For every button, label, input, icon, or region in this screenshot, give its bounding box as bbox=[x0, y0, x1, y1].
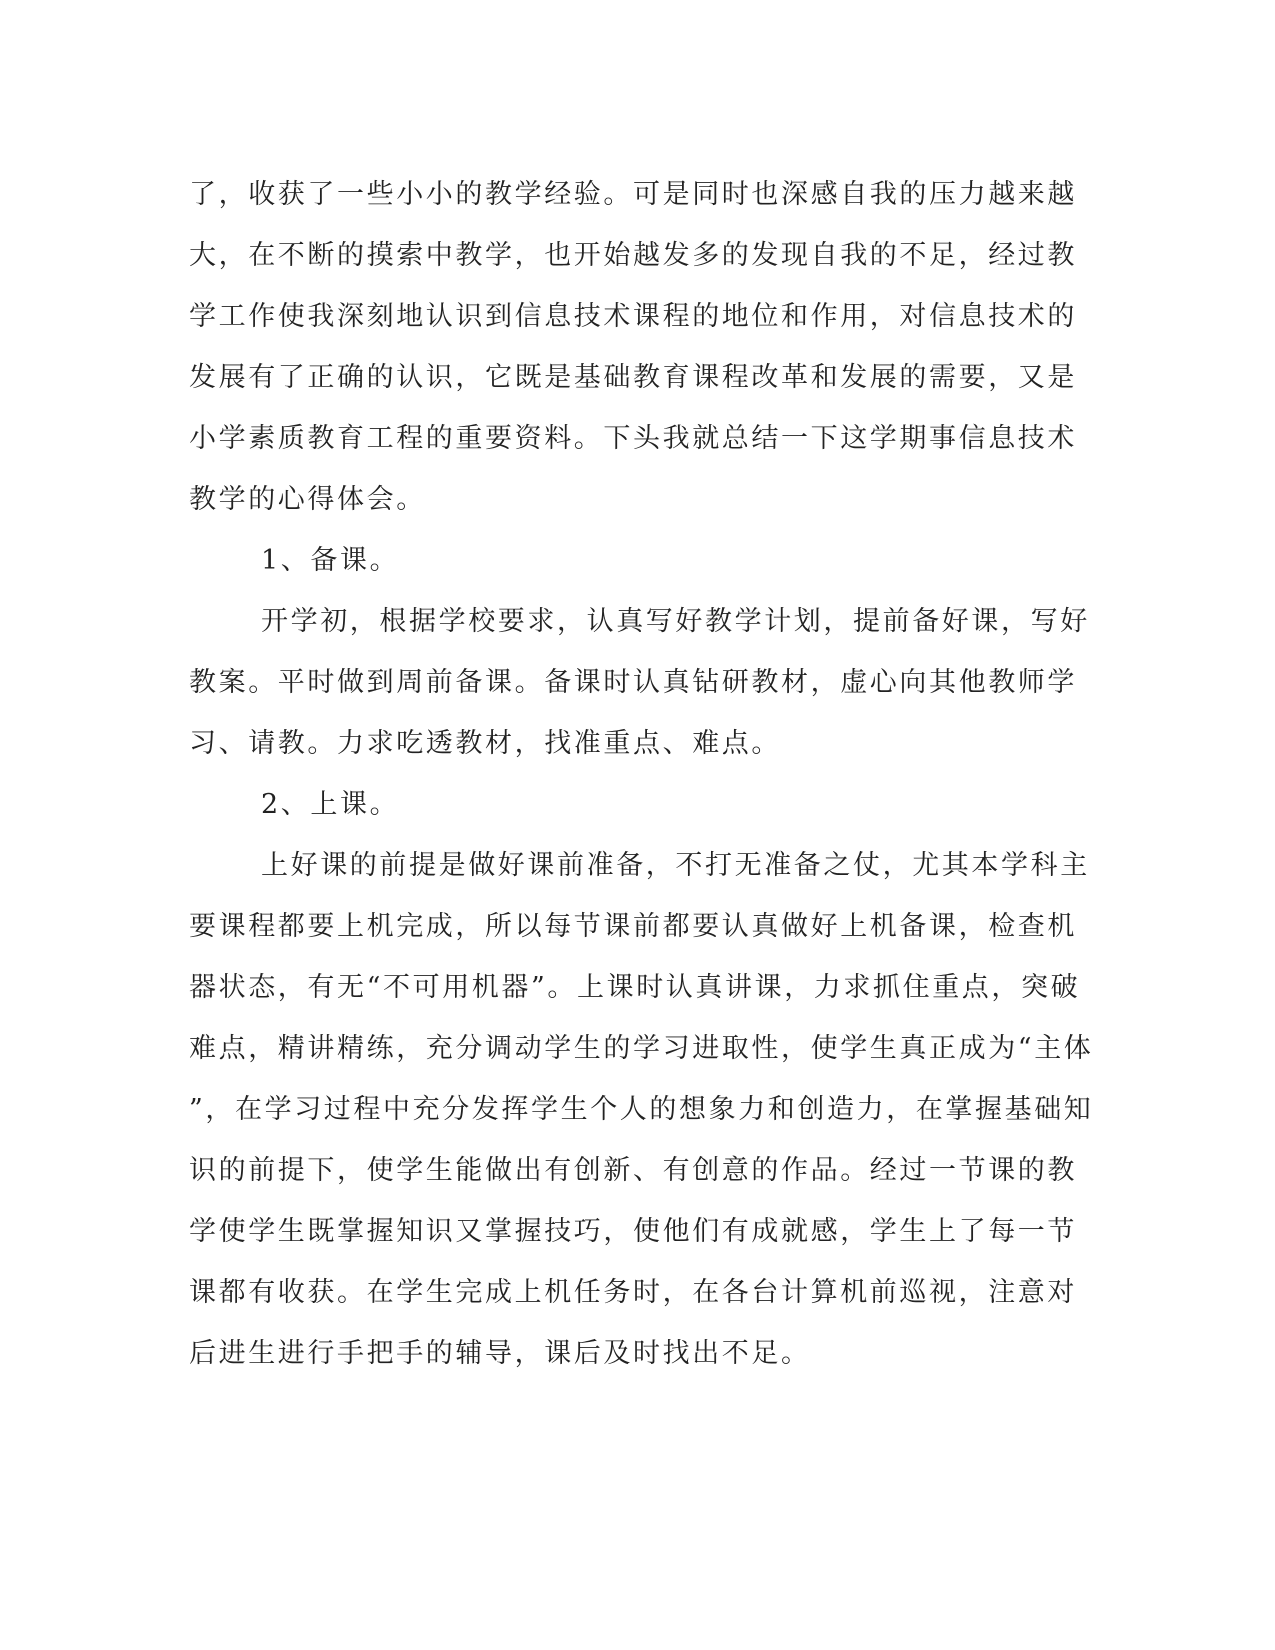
body-text-line: 发展有了正确的认识，它既是基础教育课程改革和发展的需要，又是 bbox=[189, 362, 1077, 393]
body-text-line: 要课程都要上机完成，所以每节课前都要认真做好上机备课，检查机 bbox=[189, 911, 1077, 942]
body-text-line: 了，收获了一些小小的教学经验。可是同时也深感自我的压力越来越 bbox=[189, 179, 1077, 210]
body-text-line: 后进生进行手把手的辅导，课后及时找出不足。 bbox=[189, 1338, 811, 1369]
body-text-line: 器状态，有无“不可用机器”。上课时认真讲课，力求抓住重点，突破 bbox=[189, 972, 1081, 1003]
body-text-line: 习、请教。力求吃透教材，找准重点、难点。 bbox=[189, 728, 781, 759]
body-text-line: 识的前提下，使学生能做出有创新、有创意的作品。经过一节课的教 bbox=[189, 1155, 1077, 1186]
body-text-line: 教案。平时做到周前备课。备课时认真钻研教材，虚心向其他教师学 bbox=[189, 667, 1077, 698]
section-heading-prepare-lessons: 1、备课。 bbox=[261, 545, 400, 576]
body-text-line: 开学初，根据学校要求，认真写好教学计划，提前备好课，写好 bbox=[261, 606, 1090, 637]
body-text-line: 学工作使我深刻地认识到信息技术课程的地位和作用，对信息技术的 bbox=[189, 301, 1077, 332]
section-heading-teaching: 2、上课。 bbox=[261, 789, 400, 820]
body-text-line: ”，在学习过程中充分发挥学生个人的想象力和创造力，在掌握基础知 bbox=[189, 1094, 1094, 1125]
body-text-line: 大，在不断的摸索中教学，也开始越发多的发现自我的不足，经过教 bbox=[189, 240, 1077, 271]
body-text-line: 课都有收获。在学生完成上机任务时，在各台计算机前巡视，注意对 bbox=[189, 1277, 1077, 1308]
body-text-line: 难点，精讲精练，充分调动学生的学习进取性，使学生真正成为“主体 bbox=[189, 1033, 1094, 1064]
body-text-line: 上好课的前提是做好课前准备，不打无准备之仗，尤其本学科主 bbox=[261, 850, 1090, 881]
body-text-line: 学使学生既掌握知识又掌握技巧，使他们有成就感，学生上了每一节 bbox=[189, 1216, 1077, 1247]
body-text-line: 小学素质教育工程的重要资料。下头我就总结一下这学期事信息技术 bbox=[189, 423, 1077, 454]
body-text-line: 教学的心得体会。 bbox=[189, 484, 426, 515]
document-body bbox=[189, 164, 1094, 1384]
